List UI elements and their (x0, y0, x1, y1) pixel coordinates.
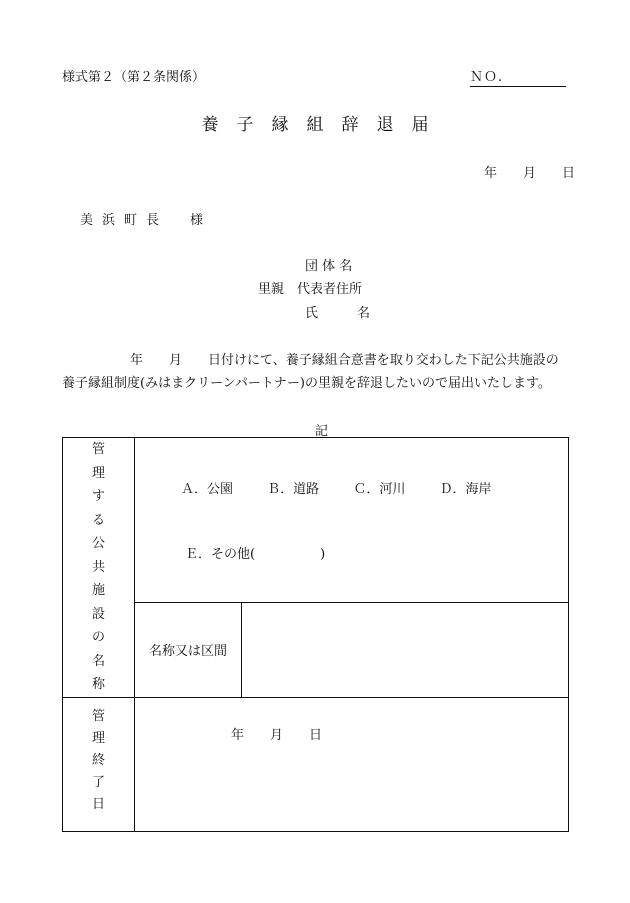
representative-address-label: 里親 代表者住所 (258, 282, 363, 297)
option-coast[interactable]: Ｄ．海岸 (439, 482, 492, 497)
facility-type-options (135, 438, 569, 603)
document-title: 養子縁組辞退届 (201, 115, 447, 135)
label-char: 公 (91, 536, 105, 551)
label-char: 施 (91, 583, 105, 598)
label-char: 了 (91, 774, 105, 790)
label-char: 共 (91, 559, 105, 575)
name-or-section-label: 名称又は区間 (135, 603, 242, 697)
option-road[interactable]: Ｂ．道路 (267, 482, 320, 497)
end-date-field[interactable] (135, 697, 569, 831)
name-or-section-field[interactable] (242, 603, 569, 697)
option-other[interactable]: Ｅ．その他( ) (185, 547, 326, 562)
submission-date: 年 月 日 (484, 166, 576, 181)
facility-table (62, 437, 569, 832)
label-char: の (91, 630, 105, 645)
form-id: 様式第２（第２条関係） (62, 70, 206, 85)
label-char: 終 (91, 752, 105, 768)
label-char: 管 (91, 708, 105, 724)
end-date-value: 年 月 日 (231, 727, 323, 743)
organization-name-label: 団 体 名 (305, 259, 353, 274)
label-char: 称 (91, 677, 105, 692)
ki-heading: 記 (315, 424, 329, 439)
label-char: 日 (91, 796, 105, 812)
label-char: 理 (91, 730, 105, 746)
body-text-line-1: 年 月 日付けにて、養子縁組合意書を取り交わした下記公共施設の (130, 353, 559, 368)
option-park[interactable]: Ａ．公園 (181, 482, 234, 497)
person-name-label: 氏 名 (305, 306, 371, 321)
label-char: 名 (91, 653, 105, 669)
facility-name-header (63, 438, 135, 698)
option-river[interactable]: Ｃ．河川 (353, 482, 406, 497)
document-number-field: ＮＯ. (470, 66, 566, 87)
label-char: す (91, 489, 105, 504)
label-char: 設 (91, 606, 105, 622)
label-char: 管 (91, 442, 105, 457)
addressee: 美浜町長 様 (80, 213, 213, 228)
end-date-header (63, 697, 135, 831)
label-char: 理 (91, 465, 105, 481)
body-text-line-2: 養子縁組制度(みはまクリーンパートナー)の里親を辞退したいので届出いたします。 (62, 376, 551, 391)
label-char: る (91, 512, 105, 528)
